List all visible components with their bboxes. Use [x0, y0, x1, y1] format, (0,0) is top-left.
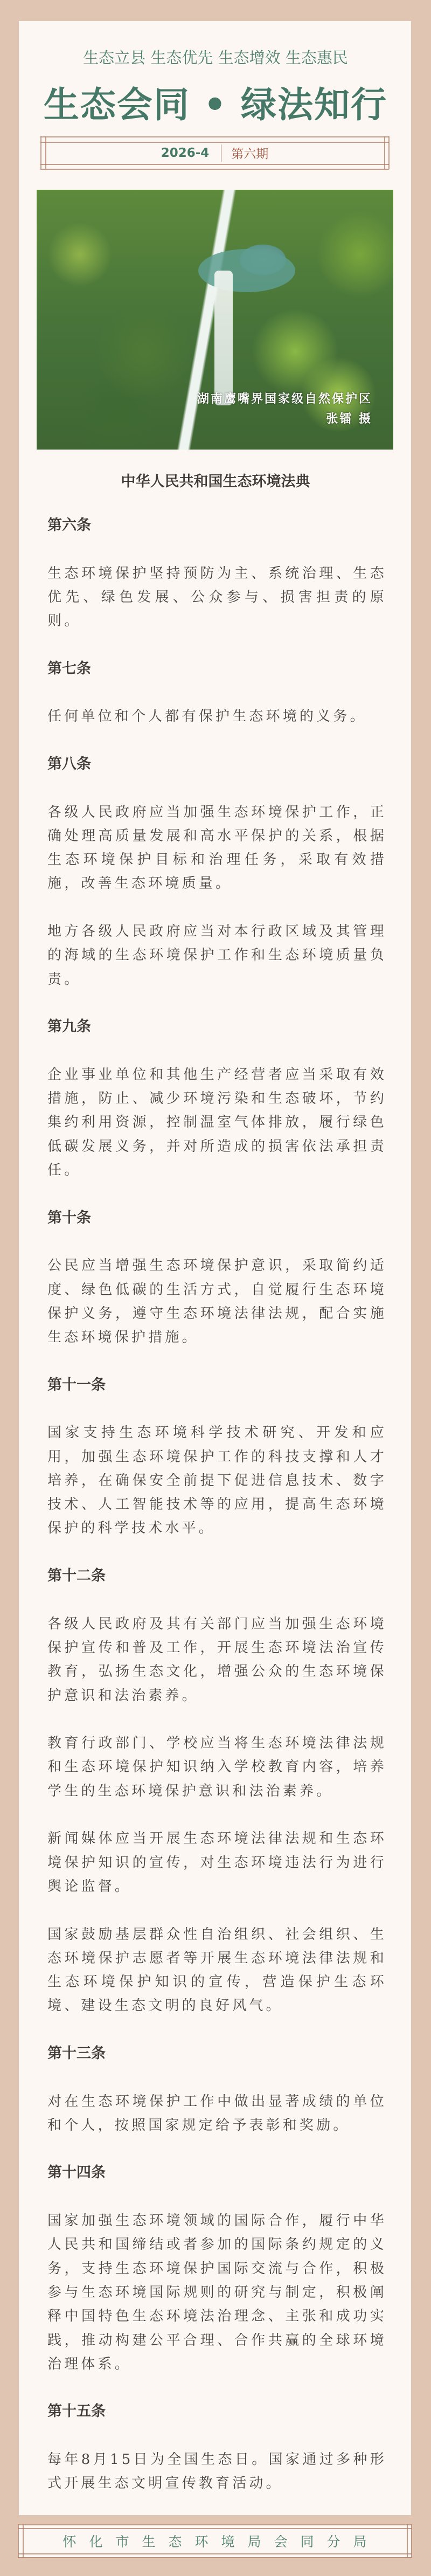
- article: [47, 514, 387, 633]
- article-paragraph: 地方各级人民政府应当对本行政区域及其管理的海域的生态环境保护工作和生态环境质量负责。: [47, 923, 387, 987]
- article-paragraph: 国家支持生态环境科学技术研究、开发和应用，加强生态环境保护工作的科技支撑和人才培养，在确保安全前提下促进信息技术、数字技术、人工智能技术等的应用，提高生态环境保护的科学技术水平。: [47, 1425, 387, 1537]
- issue-info: [40, 142, 389, 164]
- page-title: 生态会同 • 绿法知行: [43, 84, 388, 126]
- article-paragraph: 教育行政部门、学校应当将生态环境法律法规和生态环境保护知识纳入学校教育内容，培养学生的生态环境保护意识和法治素养。: [47, 1735, 387, 1799]
- article-heading: 第十五条: [47, 2403, 106, 2420]
- article-heading: 第七条: [47, 660, 91, 677]
- slogan: 生态立县 生态优先 生态增效 生态惠民: [83, 49, 348, 67]
- photo-caption-credit: 张镭 摄: [326, 412, 372, 426]
- waterfall-shape: [214, 271, 233, 405]
- law-title: 中华人民共和国生态环境法典: [121, 473, 310, 490]
- issue-date: 2026-4: [161, 146, 210, 160]
- article: [47, 2042, 387, 2137]
- nature-reserve-photo: [37, 190, 393, 450]
- article: [47, 1206, 387, 1350]
- article: [47, 1564, 387, 2018]
- photo-caption-location: 湖南鹰嘴界国家级自然保护区: [197, 392, 372, 406]
- pool-shape: [198, 249, 295, 292]
- article-heading: 第八条: [47, 755, 91, 772]
- articles-list: [47, 514, 387, 2519]
- article-paragraph: 国家加强生态环境领域的国际合作，履行中华人民共和国缔结或者参加的国际条约规定的义务，支持生态环境保护国际交流与合作，积极参与生态环境国际规则的研究与制定，积极阐释中国特色生态环境法治理念、主张和成功实践，推动构建公平合理、合作共赢的全球环境治理体系。: [47, 2213, 387, 2372]
- article-paragraph: 企业事业单位和其他生产经营者应当采取有效措施，防止、减少环境污染和生态破坏，节约集约利用资源，控制温室气体排放，履行绿色低碳发展义务，并对所造成的损害依法承担责任。: [47, 1066, 387, 1179]
- article-paragraph: 国家鼓励基层群众性自治组织、社会组织、生态环境保护志愿者等开展生态环境法律法规和生态环境保护知识的宣传，营造保护生态环境、建设生态文明的良好风气。: [47, 1926, 387, 2014]
- article: [47, 2161, 387, 2376]
- article: [47, 752, 387, 991]
- article-heading: 第十二条: [47, 1567, 106, 1585]
- article-heading: 第六条: [47, 517, 91, 534]
- article: [47, 2400, 387, 2495]
- article-paragraph: 任何单位和个人都有保护生态环境的义务。: [47, 708, 367, 725]
- article-paragraph: 公民应当增强生态环境保护意识，采取简约适度、绿色低碳的生活方式，自觉履行生态环境保护义务，遵守生态环境法律法规，配合实施生态环境保护措施。: [47, 1258, 387, 1346]
- article-paragraph: 新闻媒体应当开展生态环境法律法规和生态环境保护知识的宣传，对生态环境违法行为进行舆论监督。: [47, 1831, 387, 1895]
- article-heading: 第十一条: [47, 1376, 106, 1393]
- article: [47, 1015, 387, 1182]
- article-heading: 第十三条: [47, 2045, 106, 2062]
- article-paragraph: 各级人民政府及其有关部门应当加强生态环境保护宣传和普及工作，开展生态环境法治宣传教育，弘扬生态文化，增强公众的生态环境保护意识和法治素养。: [47, 1615, 387, 1704]
- article-heading: 第九条: [47, 1018, 91, 1035]
- article: [47, 1373, 387, 1541]
- article-heading: 第十四条: [47, 2164, 106, 2181]
- issue-number: 第六期: [231, 147, 269, 161]
- article-heading: 第十条: [47, 1209, 91, 1226]
- article-paragraph: 各级人民政府应当加强生态环境保护工作，正确处理高质量发展和高水平保护的关系，根据生态环境保护目标和治理任务，采取有效措施，改善生态环境质量。: [47, 804, 387, 892]
- footer-organization: 怀化市生态环境局会同分局: [62, 2533, 380, 2550]
- article-paragraph: 生态环境保护坚持预防为主、系统治理、生态优先、绿色发展、公众参与、损害担责的原则。: [47, 565, 387, 630]
- article-paragraph: 每年8月15日为全国生态日。国家通过多种形式开展生态文明宣传教育活动。: [47, 2451, 387, 2492]
- article-paragraph: 对在生态环境保护工作中做出显著成绩的单位和个人，按照国家规定给予表彰和奖励。: [47, 2093, 387, 2133]
- article: [47, 657, 387, 729]
